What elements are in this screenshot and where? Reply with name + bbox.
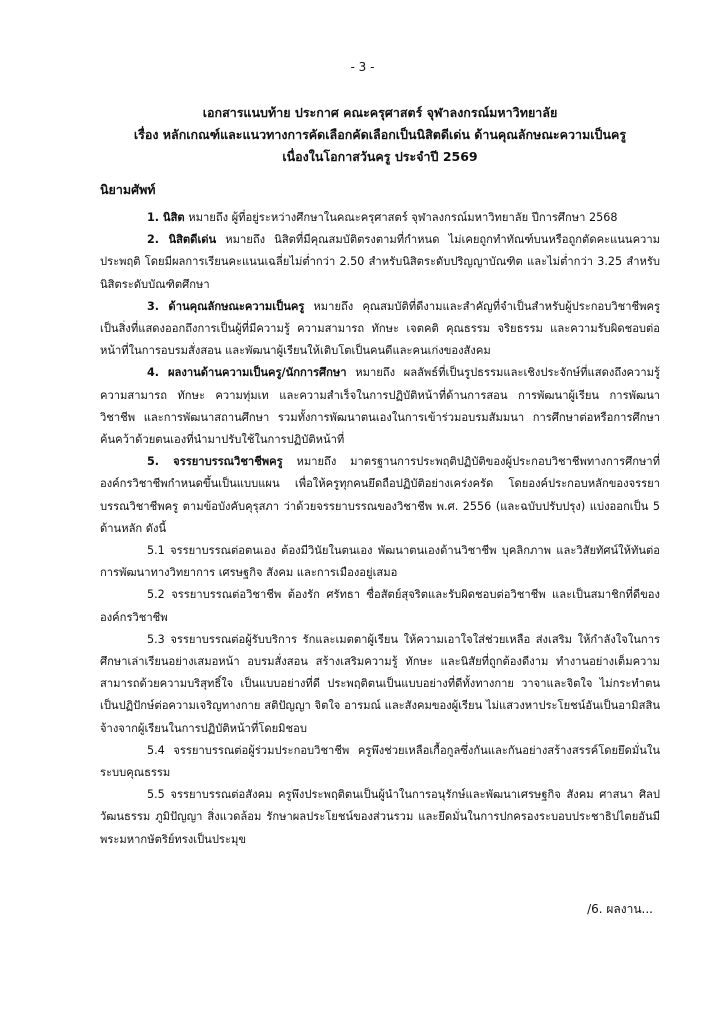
- definition-text: หมายถึง มาตรฐานการประพฤติปฏิบัติของผู้ประกอบวิชาชีพทางการศึกษาที่องค์กรวิชาชีพกำหนดขึ้นเป็นแบบแผน เพื่อให้ครูทุกคนยึดถือปฏิบัติอย่างเคร่งครัด โดยองค์ประกอบหลักของจรรยาบรรณวิชาชีพครู ตามข้อบังคับคุรุสภา ว่าด้วยจรรยาบรรณของวิชาชีพ พ.ศ. 2556 (และฉบับปรับปรุง) แบ่งออกเป็น 5 ด้านหลัก ดังนี้: [100, 455, 660, 535]
- definition-item: [100, 296, 660, 363]
- definition-text: หมายถึง ผลลัพธ์ที่เป็นรูปธรรมและเชิงประจักษ์ที่แสดงถึงความรู้ ความสามารถ ทักษะ ความทุ่มเท และความสำเร็จในการปฏิบัติหน้าที่ด้านการสอน การพัฒนาผู้เรียน การพัฒนาวิชาชีพ และการพัฒนาสถานศึกษา รวมทั้งการพัฒนาตนเองในการเข้าร่วมอบรมสัมมนา การศึกษาต่อหรือการศึกษาค้นคว้าด้วยตนเองที่นำมาปรับใช้ในการปฏิบัติหน้าที่: [100, 366, 660, 447]
- definition-item: [100, 362, 660, 451]
- definition-text: หมายถึง ผู้ที่อยู่ระหว่างศึกษาในคณะครุศาสตร์ จุฬาลงกรณ์มหาวิทยาลัย ปีการศึกษา 2568: [184, 211, 618, 224]
- section-title: นิยามศัพท์: [100, 182, 156, 197]
- definition-text: หมายถึง นิสิตที่มีคุณสมบัติตรงตามที่กำหนด ไม่เคยถูกทำทัณฑ์บนหรือถูกตัดคะแนนความประพฤติ โดยมีผลการเรียนคะแนนเฉลี่ยไม่ต่ำกว่า 2.50 สำหรับนิสิตระดับปริญญาบัณฑิต และไม่ต่ำกว่า 3.25 สำหรับนิสิตระดับบัณฑิตศึกษา: [100, 233, 660, 291]
- definition-term: 1. นิสิต: [147, 211, 185, 224]
- ethics-item: 5.1 จรรยาบรรณต่อตนเอง ต้องมีวินัยในตนเอง พัฒนาตนเองด้านวิชาชีพ บุคลิกภาพ และวิสัยทัศน์ให้ทันต่อการพัฒนาทางวิทยาการ เศรษฐกิจ สังคม และการเมืองอยู่เสมอ: [100, 544, 660, 580]
- definition-item: [100, 451, 660, 540]
- definition-term: 2. นิสิตดีเด่น: [147, 233, 217, 247]
- definition-term: 5. จรรยาบรรณวิชาชีพครู: [147, 455, 283, 469]
- definition-term: 4. ผลงานด้านความเป็นครู/นักการศึกษา: [147, 366, 347, 380]
- heading-line-1: เอกสารแนบท้าย ประกาศ คณะครุศาสตร์ จุฬาลงกรณ์มหาวิทยาลัย: [202, 105, 558, 120]
- ethics-item: 5.2 จรรยาบรรณต่อวิชาชีพ ต้องรัก ศรัทธา ซื่อสัตย์สุจริตและรับผิดชอบต่อวิชาชีพ และเป็นสมาชิกที่ดีขององค์กรวิชาชีพ: [100, 588, 660, 624]
- definition-item: [100, 207, 660, 229]
- heading-line-3: เนื่องในโอกาสวันครู ประจำปี 2569: [282, 149, 478, 164]
- definition-item: [100, 229, 660, 296]
- ethics-item: 5.5 จรรยาบรรณต่อสังคม ครูพึงประพฤติตนเป็นผู้นำในการอนุรักษ์และพัฒนาเศรษฐกิจ สังคม ศาสนา ศิลปวัฒนธรรม ภูมิปัญญา สิ่งแวดล้อม รักษาผลประโยชน์ของส่วนรวม และยึดมั่นในการปกครองระบอบประชาธิปไตยอันมีพระมหากษัตริย์ทรงเป็นประมุข: [100, 788, 660, 846]
- page-number: - 3 -: [350, 60, 375, 74]
- definition-text: หมายถึง คุณสมบัติที่ดีงามและสำคัญที่จำเป็นสำหรับผู้ประกอบวิชาชีพครู เป็นสิ่งที่แสดงออกถึงการเป็นผู้ที่มีความรู้ ความสามารถ ทักษะ เจตคติ คุณธรรม จริยธรรม และความรับผิดชอบต่อหน้าที่ในการอบรมสั่งสอน และพัฒนาผู้เรียนให้เติบโตเป็นคนดีและคนเก่งของสังคม: [100, 299, 660, 358]
- definition-term: 3. ด้านคุณลักษณะความเป็นครู: [147, 299, 305, 313]
- continuation-note: /6. ผลงาน...: [587, 902, 653, 916]
- ethics-item: 5.4 จรรยาบรรณต่อผู้ร่วมประกอบวิชาชีพ ครูพึงช่วยเหลือเกื้อกูลซึ่งกันและกันอย่างสร้างสรรค์โดยยึดมั่นในระบบคุณธรรม: [100, 743, 660, 780]
- document-heading: [100, 102, 660, 168]
- definitions-body: [100, 207, 660, 851]
- ethics-item: 5.3 จรรยาบรรณต่อผู้รับบริการ รักและเมตตาผู้เรียน ให้ความเอาใจใส่ช่วยเหลือ ส่งเสริม ให้กำลังใจในการศึกษาเล่าเรียนอย่างเสมอหน้า อบรมสั่งสอน สร้างเสริมความรู้ ทักษะ และนิสัยที่ถูกต้องดีงาม ทำงานอย่างเต็มความสามารถด้วยความบริสุทธิ์ใจ เป็นแบบอย่างที่ดี ประพฤติตนเป็นแบบอย่างที่ดีทั้งทางกาย วาจาและจิตใจ ไม่กระทำตนเป็นปฏิปักษ์ต่อความเจริญทางกาย สติปัญญา จิตใจ อารมณ์ และสังคมของผู้เรียน ไม่แสวงหาประโยชน์อันเป็นอามิสสินจ้างจากผู้เรียนในการปฏิบัติหน้าที่โดยมิชอบ: [100, 632, 660, 735]
- heading-line-2: เรื่อง หลักเกณฑ์และแนวทางการคัดเลือกคัดเลือกเป็นนิสิตดีเด่น ด้านคุณลักษณะความเป็นครู: [133, 127, 627, 142]
